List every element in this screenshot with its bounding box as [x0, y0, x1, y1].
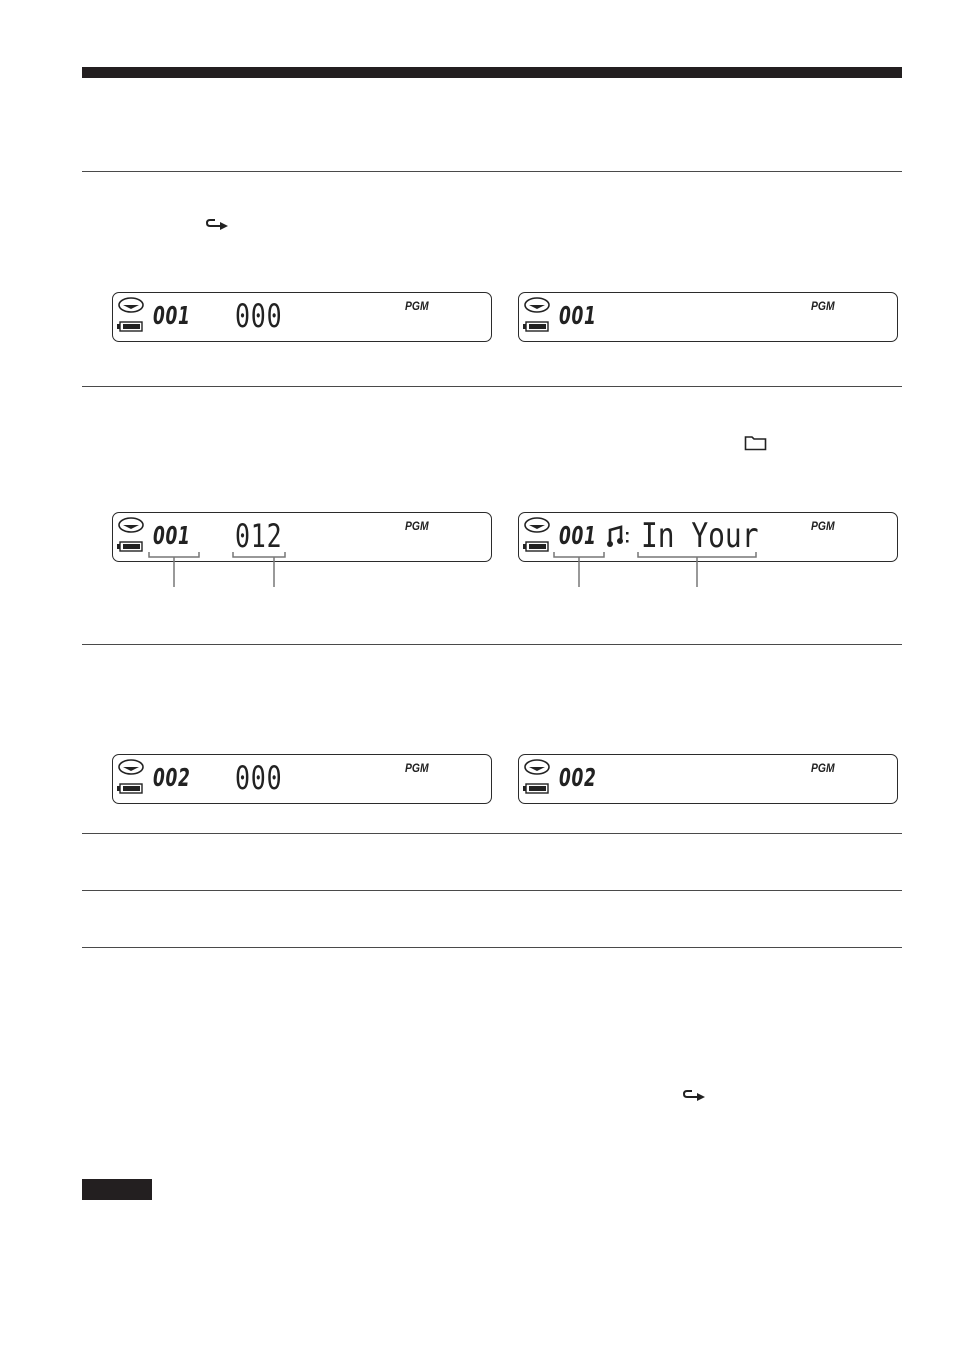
pgm-indicator: PGM [811, 763, 835, 775]
track-callout-bracket [554, 552, 604, 557]
track-number: 001 [559, 301, 597, 330]
track-number: 002 [153, 763, 191, 792]
track-callout-bracket [149, 552, 199, 557]
time-readout: 000 [235, 759, 283, 797]
time-callout-bracket [233, 552, 285, 557]
note-label-box [82, 1179, 152, 1200]
pgm-indicator: PGM [811, 521, 835, 533]
pgm-indicator: PGM [811, 301, 835, 313]
pgm-indicator: PGM [405, 301, 429, 313]
title-callout-bracket [638, 552, 756, 557]
time-readout: 012 [235, 517, 283, 555]
track-title-scroll: In Your [641, 516, 759, 556]
track-number: 001 [153, 521, 191, 550]
track-number: 002 [559, 763, 597, 792]
time-readout: 000 [235, 297, 283, 335]
pgm-indicator: PGM [405, 763, 429, 775]
track-number: 001 [153, 301, 191, 330]
track-number: 001 [559, 521, 597, 550]
pgm-indicator: PGM [405, 521, 429, 533]
